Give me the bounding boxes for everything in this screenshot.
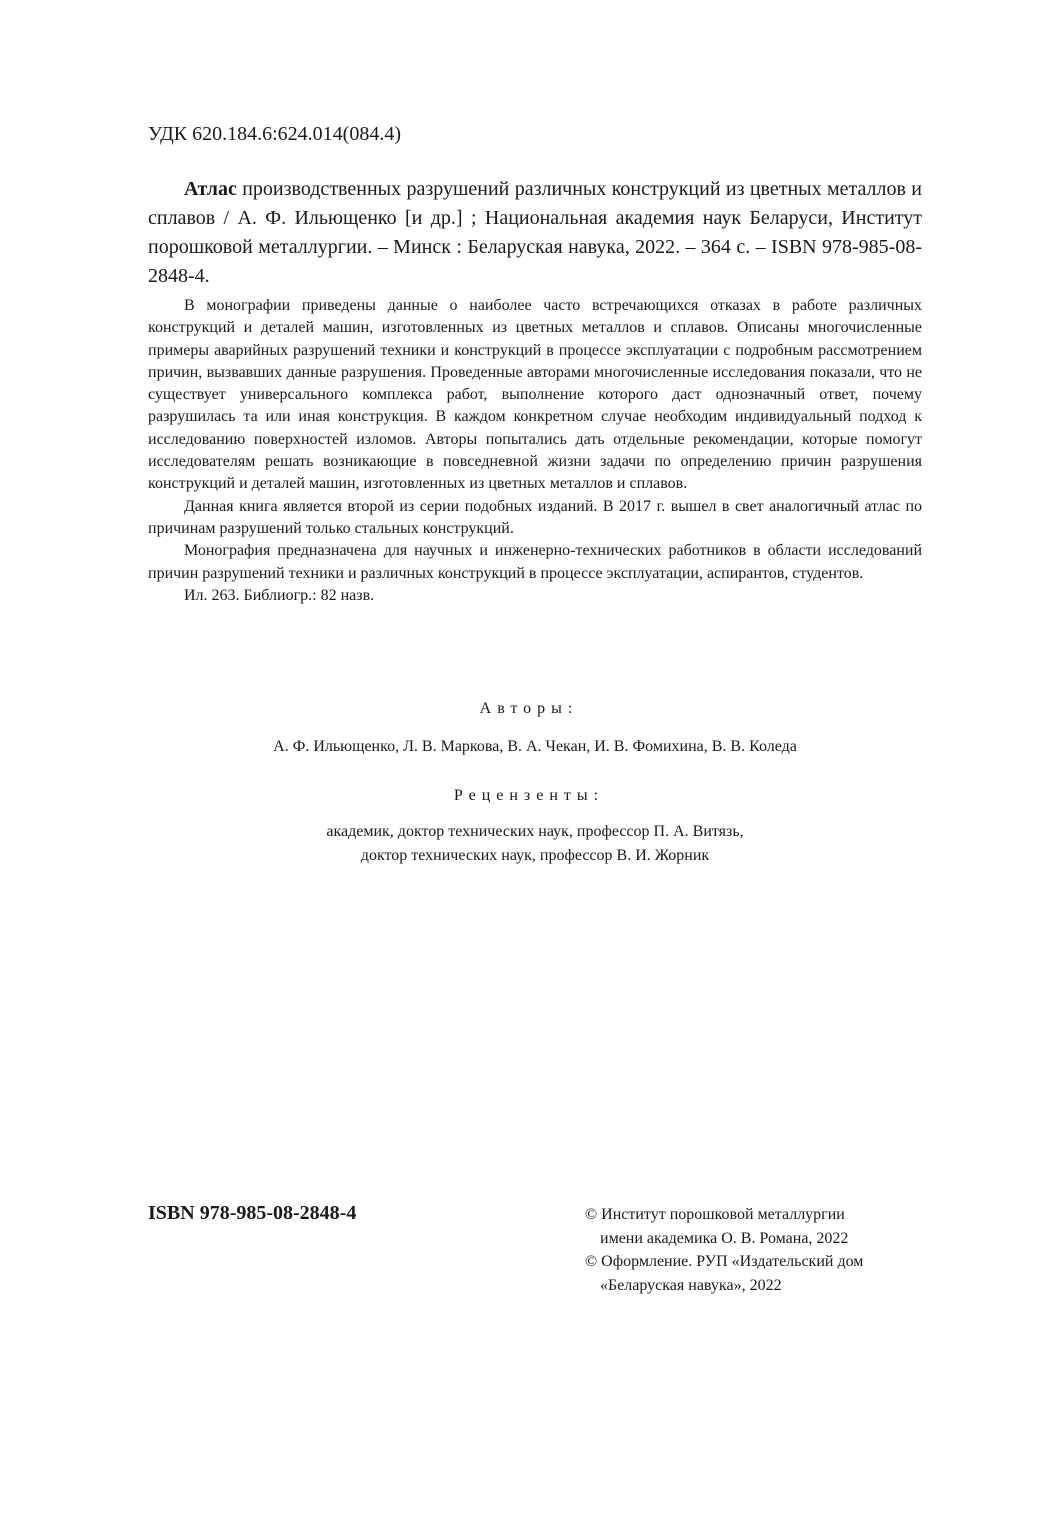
udc-code: УДК 620.184.6:624.014(084.4) — [148, 123, 401, 145]
reviewer-2: доктор технических наук, профессор В. И. Жорник — [360, 847, 710, 864]
reviewer-1: академик, доктор технических наук, профессор П. А. Витязь, — [326, 823, 744, 840]
abstract-paragraph-3: Монография предназначена для научных и инженерно-технических работников в области исследований причин разрушений техники и различных конструкций в процессе эксплуатации, аспирантов, студентов. — [148, 542, 922, 582]
copyright-block — [585, 1203, 945, 1297]
citation-details: производственных разрушений различных конструкций из цветных металлов и сплавов / А. Ф. Ильющенко [и др.] ; Национальная академия наук Беларуси, Институт порошковой металлургии. – Минск : Беларуская навука, 2022. – 364 с. – ISBN 978-985-08-2848-4. — [148, 178, 922, 287]
abstract-paragraph-2: Данная книга является второй из серии подобных изданий. В 2017 г. вышел в свет аналогичный атлас по причинам разрушений только стальных конструкций. — [148, 497, 922, 537]
bibliographic-citation — [148, 175, 922, 291]
copyright-line-3: © Оформление. РУП «Издательский дом — [585, 1253, 864, 1270]
copyright-line-2: имени академика О. В. Романа, 2022 — [600, 1229, 849, 1247]
copyright-line-4: «Беларуская навука», 2022 — [600, 1276, 782, 1294]
citation-title: Атлас — [184, 178, 237, 200]
authors-heading: Авторы: — [479, 700, 579, 717]
isbn: ISBN 978-985-08-2848-4 — [148, 1202, 357, 1224]
abstract-paragraph-1: В монографии приведены данные о наиболее часто встречающихся отказах в работе различных конструкций и деталей машин, изготовленных из цветных металлов и сплавов. Описаны многочисленные примеры аварийных разрушений техники и конструкций в процессе эксплуатации с подробным рассмотрением причин, вызвавших данные разрушения. Проведенные авторами многочисленные исследования показали, что не существует универсального комплекса работ, выполнение которого даст однозначный ответ, почему разрушилась та или иная конструкция. В каждом конкретном случае необходим индивидуальный подход к исследованию поверхностей изломов. Авторы попытались дать отдельные рекомендации, которые помогут исследователям решать возникающие в повседневной жизни задачи по определению причин разрушения конструкций и деталей машин, изготовленных из цветных металлов и сплавов. — [148, 297, 922, 493]
abstract — [148, 295, 922, 607]
authors-list: А. Ф. Ильющенко, Л. В. Маркова, В. А. Чекан, И. В. Фомихина, В. В. Коледа — [273, 738, 797, 755]
copyright-line-1: © Институт порошковой металлургии — [585, 1206, 845, 1223]
reviewers-heading: Рецензенты: — [453, 787, 605, 804]
abstract-paragraph-4: Ил. 263. Библиогр.: 82 назв. — [184, 586, 375, 604]
